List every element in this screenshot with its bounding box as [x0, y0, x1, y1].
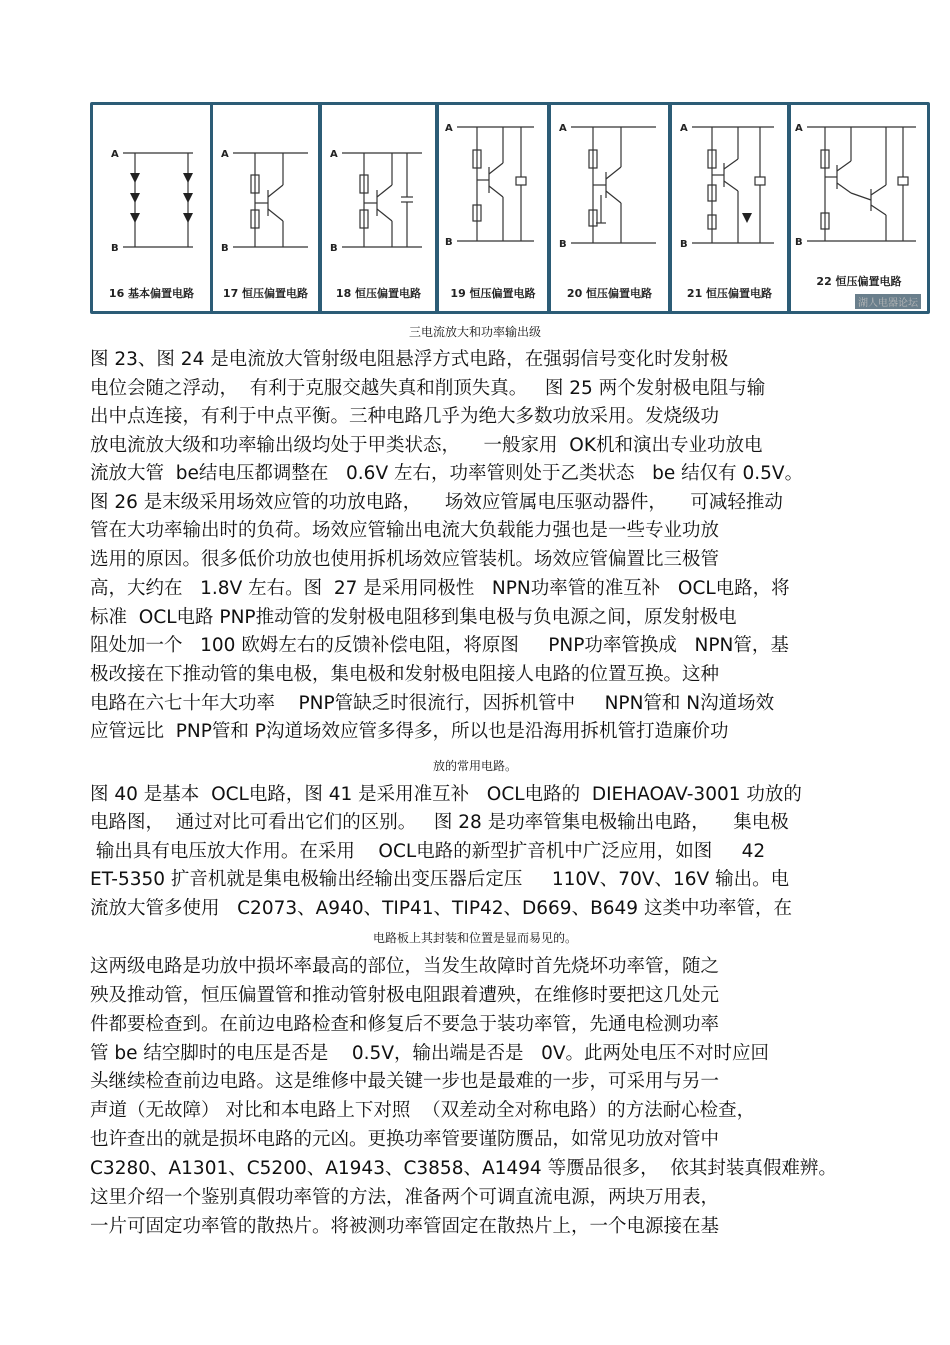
section-title: 三电流放大和功率输出级 [408, 325, 541, 339]
circuit-panel-20 [551, 105, 668, 311]
text-line: 应管远比 PNP管和 P沟道场效应管多得多，所以也是沿海用拆机管打造廉价功 [90, 721, 729, 742]
node-b-label: B [795, 237, 803, 248]
text-line: 电路图， 通过对比可看出它们的区别。 图 28 是功率管集电极输出电路， 集电极 [90, 812, 789, 833]
text-line: 极改接在下推动管的集电极，集电极和发射极电阻接人电路的位置互换。这种 [90, 664, 720, 685]
node-a-label: A [330, 149, 338, 160]
text-line: 流放大管多使用 C2073、A940、TIP41、TIP42、D669、B649 这类中功率管，在 [90, 898, 792, 919]
node-b-label: B [559, 239, 567, 250]
text-line: 放电流放大级和功率输出级均处于甲类状态， 一般家用 OK机和演出专业功放电 [90, 435, 763, 456]
panel-caption: 17 恒压偏置电路 [222, 287, 309, 300]
circuit-21-diagram [672, 105, 787, 311]
circuit-18-diagram [322, 105, 435, 311]
text-line: 图 26 是末级采用场效应管的功放电路， 场效应管属电压驱动器件， 可减轻推动 [90, 492, 783, 513]
text-line: ET-5350 扩音机就是集电极输出经输出变压器后定压 110V、70V、16V 输出。电 [90, 869, 790, 890]
text-line: 标准 OCL电路 PNP推动管的发射极电阻移到集电极与负电源之间，原发射极电 [90, 607, 737, 628]
text-line: 图 23、图 24 是电流放大管射级电阻悬浮方式电路，在强弱信号变化时发射极 [90, 349, 729, 370]
bias-circuits-figure [90, 102, 930, 314]
panel-caption: 22 恒压偏置电路 [816, 275, 902, 288]
node-a-label: A [221, 149, 229, 160]
panel-caption: 19 恒压偏置电路 [450, 287, 536, 300]
circuit-panel-21 [672, 105, 787, 311]
text-line: 电位会随之浮动， 有利于克服交越失真和削顶失真。 图 25 两个发射极电阻与输 [90, 378, 766, 399]
circuit-panel-22 [791, 105, 927, 311]
text-line: 放的常用电路。 [432, 759, 517, 773]
circuit-17-diagram [213, 105, 318, 311]
node-a-label: A [445, 123, 453, 134]
text-line: 电路在六七十年大功率 PNP管缺乏时很流行，因拆机管中 NPN管和 N沟道场效 [90, 693, 775, 714]
node-a-label: A [559, 123, 567, 134]
circuit-panel-19 [439, 105, 547, 311]
text-line: 管在大功率输出时的负荷。场效应管输出电流大负载能力强也是一些专业功放 [90, 520, 720, 541]
text-line: 输出具有电压放大作用。在采用 OCL电路的新型扩音机中广泛应用，如图 42 [90, 841, 766, 862]
text-line: 这两级电路是功放中损坏率最高的部位，当发生故障时首先烧坏功率管，随之 [90, 956, 720, 977]
text-line: 一片可固定功率管的散热片。将被测功率管固定在散热片上，一个电源接在基 [90, 1216, 720, 1237]
watermark: 湖人电器论坛 [855, 294, 921, 309]
text-line: 电路板上其封装和位置是显而易见的。 [372, 931, 577, 945]
panel-caption: 21 恒压偏置电路 [686, 287, 773, 300]
text-line: 这里介绍一个鉴别真假功率管的方法，准备两个可调直流电源，两块万用表， [90, 1187, 720, 1208]
node-b-label: B [221, 243, 229, 254]
text-line: 管 be 结空脚时的电压是否是 0.5V，输出端是否是 0V。此两处电压不对时应回 [90, 1043, 770, 1064]
circuit-19-diagram [439, 105, 547, 311]
text-line: 出中点连接，有利于中点平衡。三种电路几乎为绝大多数功放采用。发烧级功 [90, 406, 720, 427]
node-a-label: A [111, 149, 119, 160]
node-b-label: B [680, 239, 688, 250]
node-a-label: A [795, 123, 803, 134]
circuit-panel-18 [322, 105, 435, 311]
text-line: 声道（无故障） 对比和本电路上下对照 （双差动全对称电路）的方法耐心检查， [90, 1100, 756, 1121]
panel-caption: 18 恒压偏置电路 [335, 287, 422, 300]
text-line: 图 40 是基本 OCL电路，图 41 是采用准互补 OCL电路的 DIEHAOAV-3001 功放的 [90, 784, 802, 805]
circuit-20-diagram [551, 105, 668, 311]
circuit-16-diagram [93, 105, 210, 311]
text-line: C3280、A1301、C5200、A1943、C3858、A1494 等赝品很多， 依其封装真假难辨。 [90, 1158, 837, 1179]
panel-caption: 16 基本偏置电路 [108, 287, 195, 300]
node-b-label: B [445, 237, 453, 248]
text-line: 头继续检查前边电路。这是维修中最关键一步也是最难的一步，可采用与另一 [90, 1071, 720, 1092]
text-line: 件都要检查到。在前边电路检查和修复后不要急于装功率管，先通电检测功率 [90, 1014, 720, 1035]
node-a-label: A [680, 123, 688, 134]
panel-caption: 20 恒压偏置电路 [566, 287, 653, 300]
circuit-panel-17 [213, 105, 318, 311]
text-line: 选用的原因。很多低价功放也使用拆机场效应管装机。场效应管偏置比三极管 [90, 549, 720, 570]
node-b-label: B [111, 243, 119, 254]
text-line: 阻处加一个 100 欧姆左右的反馈补偿电阻，将原图 PNP功率管换成 NPN管，基 [90, 635, 789, 656]
text-line: 高，大约在 1.8V 左右。图 27 是采用同极性 NPN功率管的准互补 OCL电路，将 [90, 578, 790, 599]
node-b-label: B [330, 243, 338, 254]
text-line: 殃及推动管，恒压偏置管和推动管射极电阻跟着遭殃，在维修时要把这几处元 [90, 985, 720, 1006]
text-line: 也许查出的就是损坏电路的元凶。更换功率管要谨防赝品，如常见功放对管中 [90, 1129, 720, 1150]
text-line: 流放大管 be结电压都调整在 0.6V 左右，功率管则处于乙类状态 be 结仅有 0.5V。 [90, 463, 804, 484]
circuit-panel-16 [93, 105, 210, 311]
